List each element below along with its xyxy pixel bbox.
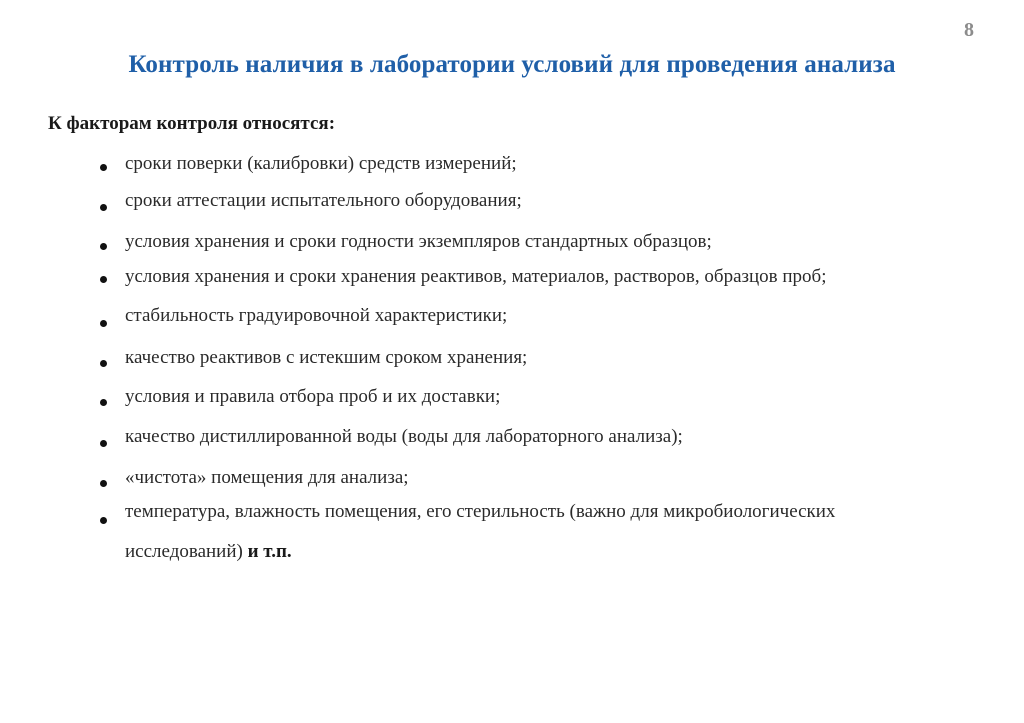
bullet-icon bbox=[100, 480, 107, 487]
bullet-icon bbox=[100, 440, 107, 447]
list-item-text: сроки поверки (калибровки) средств измерений; bbox=[125, 153, 517, 174]
bullet-icon bbox=[100, 360, 107, 367]
list-item-text: условия и правила отбора проб и их доставки; bbox=[125, 386, 501, 407]
bullet-icon bbox=[100, 399, 107, 406]
list-item-text: температура, влажность помещения, его стерильность (важно для микробиологических bbox=[125, 501, 836, 522]
list-item-text: стабильность градуировочной характеристики; bbox=[125, 305, 508, 326]
bullet-icon bbox=[100, 164, 107, 171]
list-item-text: условия хранения и сроки хранения реактивов, материалов, растворов, образцов проб; bbox=[125, 266, 827, 287]
continuation-bold-text: и т.п. bbox=[242, 541, 292, 562]
intro-text: К факторам контроля относятся: bbox=[48, 113, 336, 134]
bullet-icon bbox=[100, 517, 107, 524]
bullet-icon bbox=[100, 320, 107, 327]
continuation-text: исследований) bbox=[125, 541, 243, 562]
list-item-text: качество дистиллированной воды (воды для лабораторного анализа); bbox=[125, 426, 683, 447]
list-item-text: «чистота» помещения для анализа; bbox=[125, 467, 409, 488]
bullet-icon bbox=[100, 204, 107, 211]
slide-number: 8 bbox=[964, 19, 974, 41]
bullet-icon bbox=[100, 276, 107, 283]
list-item-text: сроки аттестации испытательного оборудования; bbox=[125, 190, 522, 211]
list-item-text: качество реактивов с истекшим сроком хранения; bbox=[125, 347, 528, 368]
bullet-icon bbox=[100, 243, 107, 250]
slide-title: Контроль наличия в лаборатории условий для проведения анализа bbox=[128, 51, 896, 78]
list-item-text: условия хранения и сроки годности экземпляров стандартных образцов; bbox=[125, 231, 712, 252]
